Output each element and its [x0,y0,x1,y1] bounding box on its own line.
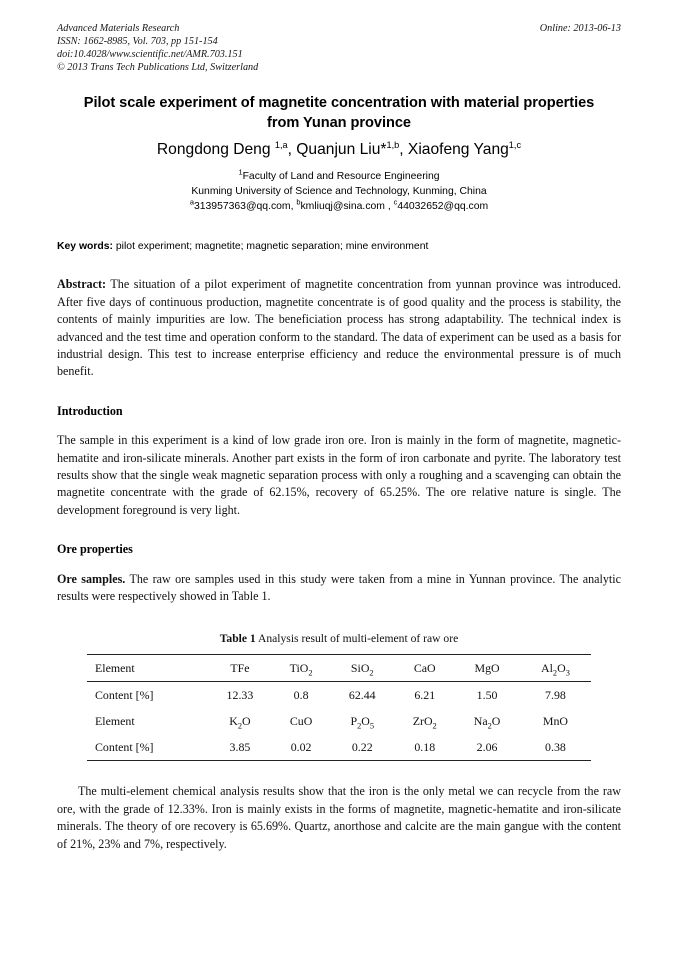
cell-main: P [350,713,358,728]
journal-name: Advanced Materials Research [57,23,180,34]
cell-main-2: O [242,713,251,728]
author-separator-2: , [399,141,408,158]
table-cell: 1.50 [476,687,498,702]
keywords-line [57,240,621,254]
section-heading-introduction: Introduction [57,403,123,418]
table-cell: 62.44 [348,687,376,702]
cell-main: TiO [289,660,309,675]
table-cell [520,655,591,682]
author-affil-marker-3: 1,c [508,139,522,150]
table-cell: 6.21 [414,687,436,702]
cell-main: Na [473,713,488,728]
abstract-paragraph [57,276,621,380]
table-cell [207,708,273,734]
table-row [87,708,591,734]
table-cell [273,655,329,682]
ore-samples-paragraph [57,571,621,606]
table-cell [273,708,329,734]
affiliation-emails [57,199,621,214]
table-cell [329,655,395,682]
journal-issn-volume: ISSN: 1662-8985, Vol. 703, pp 151-154 [57,36,218,48]
table-row-label: Content [%] [95,687,154,702]
author-name-1: Rongdong Deng [156,141,275,158]
author-separator-1: , [287,141,297,158]
table-row [87,734,591,761]
introduction-paragraph: The sample in this experiment is a kind of low grade iron ore. Iron is mainly in the form of magnetite, magnetic-hematite and iron-silicate minerals. Another part exists in the form of iron carbonate and pyrite. The laboratory test results show that the single weak magnetic separation process with only a roughing and a scavenging can obtain the magnetite concentrate with the grade of 62.15%, recovery of 65.25%. The ore relative nature is single. The development foreground is very light. [57,433,621,517]
table-cell [395,708,454,734]
cell-sub-2: 3 [565,668,570,678]
email-address-a: 313957363@qq.com, [193,201,297,213]
keywords-value: pilot experiment; magnetite; magnetic separation; mine environment [113,241,429,253]
table-row-label: Element [87,655,207,682]
table-1-block [87,631,591,761]
email-address-b: kmliuqj@sina.com , [300,201,394,213]
cell-main-2: O [557,660,566,675]
cell-sub: 2 [357,721,362,731]
journal-header [57,22,621,80]
table-1-caption [87,631,591,647]
table-cell: 3.85 [207,734,273,761]
cell-sub: 2 [308,668,313,678]
affiliation-department [57,169,621,184]
author-affil-marker-2: 1,b [386,139,400,150]
cell-main: CaO [413,660,436,675]
table-cell [329,708,395,734]
section-heading-ore-properties: Ore properties [57,542,133,557]
cell-main: TFe [230,660,250,675]
email-marker-a: a [189,197,194,207]
table-1-body [87,655,591,761]
cell-main: Al [541,660,553,675]
author-name-3: Xiaofeng Yang [407,141,509,158]
table-cell [454,655,520,682]
cell-main-2: O [491,713,501,728]
cell-sub: 2 [237,721,243,731]
cell-sub-2: 5 [369,721,375,731]
cell-sub: 2 [432,721,437,731]
table-caption-label: Table 1 [219,632,256,646]
journal-copyright: © 2013 Trans Tech Publications Ltd, Switzerland [57,62,259,74]
cell-main: ZrO [412,713,433,728]
cell-main: SiO [350,660,370,675]
author-list [57,140,621,160]
ore-samples-text: The raw ore samples used in this study were taken from a mine in Yunnan province. The analytic results were respectively showed in Table 1. [57,571,621,603]
cell-main: K [229,713,238,728]
journal-doi: doi:10.4028/www.scientific.net/AMR.703.151 [57,49,243,61]
table-cell: 0.18 [395,734,454,761]
keywords-label: Key words: [57,241,114,253]
table-cell [395,655,454,682]
affiliation-university: Kunming University of Science and Technology, Kunming, China [191,186,487,198]
email-address-c: 44032652@qq.com [397,201,489,213]
cell-main: MnO [542,713,568,728]
page-title: Pilot scale experiment of magnetite concentration with material properties from Yunan province [83,95,595,131]
ore-samples-label: Ore samples. [57,571,126,586]
affiliation-marker: 1 [238,167,243,177]
abstract-label: Abstract: [57,277,107,292]
table-cell: 0.02 [273,734,329,761]
cell-sub: 2 [369,668,374,678]
table-row-label: Content [%] [87,734,207,761]
email-marker-b: b [296,197,301,207]
abstract-text: The situation of a pilot experiment of magnetite concentration from yunnan province was introduced. After five days of continuous production, magnetite concentrate is of good quality and the process is stability, the contents of mainly impurities are low. The beneficiation process has strong adaptability. The technical index is advanced and the test time and operation conform to the standard. The data of experiment can be used as a basis for industrial design. This test to increase enterprise efficiency and reduce the environmental pressure is of much benefit. [57,277,621,379]
table-1 [87,654,591,761]
table-cell: 0.22 [329,734,395,761]
table-cell [207,655,273,682]
author-affil-marker-1: 1,a [274,139,288,150]
cell-main-2: O [361,713,370,728]
affiliation-block [57,169,621,214]
email-marker-c: c [393,197,398,207]
table-cell: 2.06 [454,734,520,761]
cell-main: MgO [474,660,500,675]
journal-header-left [57,22,621,74]
affiliation-department-text: Faculty of Land and Resource Engineering [242,171,440,182]
table-cell [520,708,591,734]
closing-paragraph: The multi-element chemical analysis results show that the iron is the only metal we can recycle from the raw ore, with the grade of 12.33%. Iron is mainly exists in the forms of magnetite, magnetic-hematite and iron-silicate minerals. The theory of ore recovery is 65.69%. Quartz, anorthose and calcite are the main gangue with the content of 21%, 23% and 7%, respectively. [57,784,621,851]
author-name-2: Quanjun Liu* [296,141,387,158]
table-cell: 0.38 [520,734,591,761]
journal-online-date: Online: 2013-06-13 [539,23,621,34]
table-row [87,682,591,709]
table-row [87,655,591,682]
table-row-label: Element [95,713,135,728]
table-cell: 0.8 [293,687,309,702]
table-cell [454,708,520,734]
cell-sub: 2 [552,668,558,678]
cell-sub: 2 [487,721,492,731]
cell-main: CuO [289,713,313,728]
table-cell: 7.98 [545,687,566,702]
table-caption-text: Analysis result of multi-element of raw ore [255,632,459,646]
table-cell: 12.33 [226,687,254,702]
